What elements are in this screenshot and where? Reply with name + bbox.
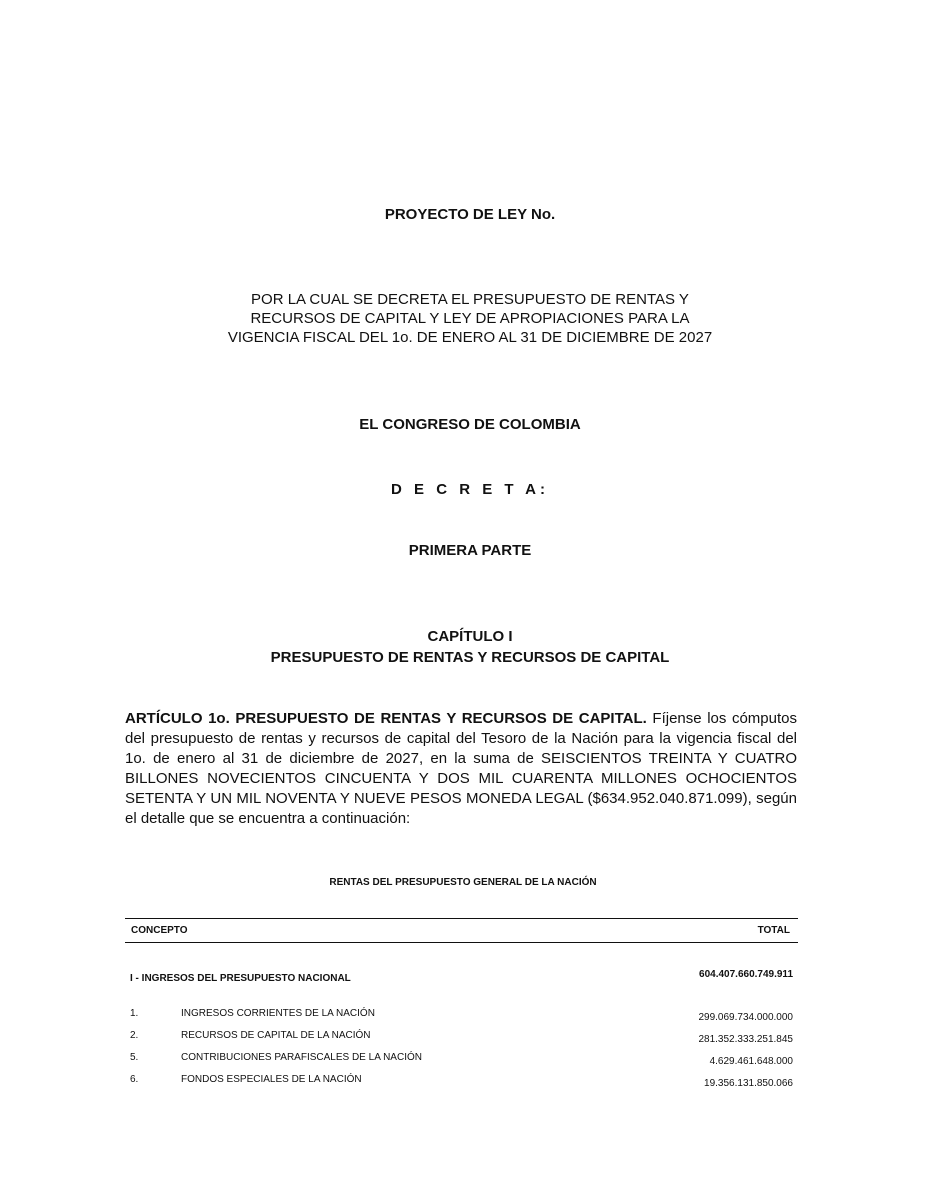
article-1-body: Fíjense los cómputos del presupuesto de rentas y recursos de capital del Tesoro de la Nación para la vigencia fiscal del 1o. de enero al 31 de diciembre de 2027, en la suma de SEISCIENTOS TREINTA Y CUATRO BILLONES NOVECIENTOS CINCUENTA Y DOS MIL CUARENTA MILLONES OCHOCIENTOS SETENTA Y UN MIL NOVENTA Y NUEVE PESOS MONEDA LEGAL ($634.952.040.871.099), según el detalle que se encuentra a continuación:	[125, 710, 797, 827]
row-number: 1.	[130, 1008, 139, 1019]
article-1-lead: ARTÍCULO 1o. PRESUPUESTO DE RENTAS Y RECURSOS DE CAPITAL.	[125, 710, 647, 727]
table-row	[0, 1074, 926, 1090]
row-amount: 4.629.461.648.000	[709, 1056, 793, 1067]
row-number: 6.	[130, 1074, 139, 1085]
part-heading: PRIMERA PARTE	[408, 542, 532, 559]
article-1-paragraph	[125, 709, 797, 829]
table-row	[0, 1008, 926, 1024]
row-concept: INGRESOS CORRIENTES DE LA NACIÓN	[181, 1008, 375, 1019]
decreta-heading: D E C R E T A:	[391, 481, 549, 498]
subtitle-line: VIGENCIA FISCAL DEL 1o. DE ENERO AL 31 DE DICIEMBRE DE 2027	[227, 329, 713, 346]
table-row	[0, 1052, 926, 1068]
chapter-heading	[0, 626, 926, 668]
table-header-bottom-rule	[125, 942, 798, 943]
chapter-number: CAPÍTULO I	[427, 628, 513, 645]
table-row	[0, 1030, 926, 1046]
row-concept: RECURSOS DE CAPITAL DE LA NACIÓN	[181, 1030, 371, 1041]
document-title: PROYECTO DE LEY No.	[384, 206, 556, 223]
subtitle-line: POR LA CUAL SE DECRETA EL PRESUPUESTO DE RENTAS Y	[251, 291, 689, 308]
subtitle-line: RECURSOS DE CAPITAL Y LEY DE APROPIACIONES PARA LA	[250, 310, 690, 327]
column-header-concepto: CONCEPTO	[131, 925, 188, 936]
row-number: 5.	[130, 1052, 139, 1063]
section-total: 604.407.660.749.911	[699, 969, 793, 980]
row-concept: FONDOS ESPECIALES DE LA NACIÓN	[181, 1074, 362, 1085]
row-amount: 19.356.131.850.066	[704, 1078, 793, 1089]
row-concept: CONTRIBUCIONES PARAFISCALES DE LA NACIÓN	[181, 1052, 422, 1063]
column-header-total: TOTAL	[757, 925, 790, 936]
table-title: RENTAS DEL PRESUPUESTO GENERAL DE LA NACIÓN	[329, 877, 597, 888]
section-label: I - INGRESOS DEL PRESUPUESTO NACIONAL	[130, 973, 351, 984]
document-subtitle	[0, 290, 926, 347]
congress-heading: EL CONGRESO DE COLOMBIA	[359, 416, 581, 433]
row-amount: 299.069.734.000.000	[698, 1012, 793, 1023]
row-number: 2.	[130, 1030, 139, 1041]
table-header-top-rule	[125, 918, 798, 919]
chapter-title: PRESUPUESTO DE RENTAS Y RECURSOS DE CAPITAL	[270, 649, 670, 666]
row-amount: 281.352.333.251.845	[698, 1034, 793, 1045]
